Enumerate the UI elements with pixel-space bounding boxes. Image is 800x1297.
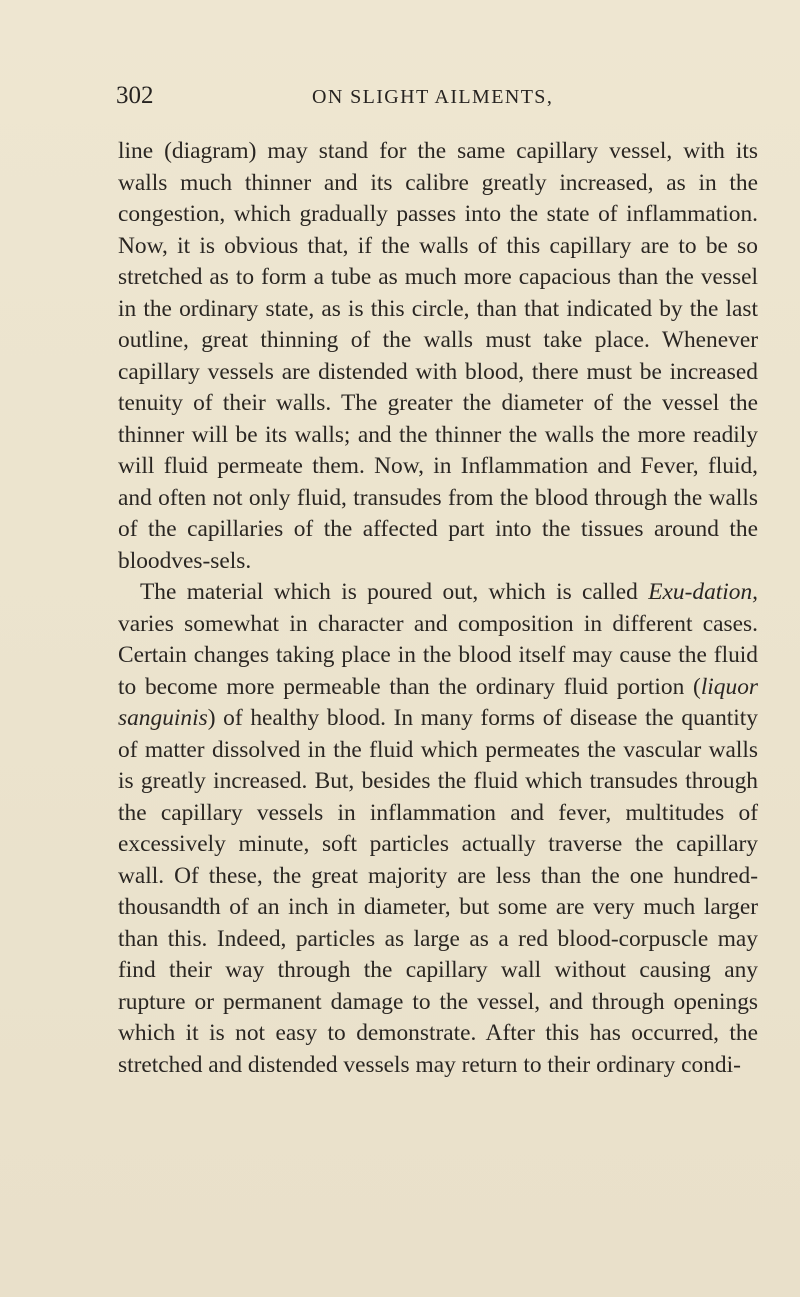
paragraph-2-segment-1: The material which is poured out, which is called	[140, 579, 649, 605]
paragraph-2	[118, 577, 758, 1081]
running-title: ON SLIGHT AILMENTS,	[312, 86, 554, 108]
paragraph-2-segment-3: ) of healthy blood. In many forms of disease the quantity of matter dissolved in the fluid which permeates the vascular walls is greatly increased. But, besides the fluid which transudes through the capillary vessels in inflammation and fever, multitudes of excessively minute, soft particles actually traverse the capillary wall. Of these, the great majority are less than the one hundred-thousandth of an inch in diameter, but some are very much larger than this. Indeed, particles as large as a red blood-corpuscle may find their way through the capillary wall without causing any rupture or permanent damage to the vessel, and through openings which it is not easy to demonstrate. After this has occurred, the stretched and distended vessels may return to their ordinary condi-	[118, 705, 758, 1078]
body-text	[118, 136, 758, 1081]
term-liquor-sanguinis: liquor sanguinis	[118, 673, 758, 731]
page-number: 302	[116, 82, 154, 109]
page-header	[116, 82, 758, 116]
paragraph-1: line (diagram) may stand for the same capillary vessel, with its walls much thinner and its calibre greatly increased, as in the congestion, which gradually passes into the state of inflammation. Now, it is obvious that, if the walls of this capillary are to be so stretched as to form a tube as much more capacious than the vessel in the ordinary state, as is this circle, than that indicated by the last outline, great thinning of the walls must take place. Whenever capillary vessels are distended with blood, there must be increased tenuity of their walls. The greater the diameter of the vessel the thinner will be its walls; and the thinner the walls the more readily will fluid permeate them. Now, in Inflammation and Fever, fluid, and often not only fluid, transudes from the blood through the walls of the capillaries of the affected part into the tissues around the bloodves-sels.	[118, 138, 758, 574]
term-exudation: Exu-dation,	[648, 579, 758, 605]
paragraph-2-segment-2: varies somewhat in character and composition in different cases. Certain changes taking place in the blood itself may cause the fluid to become more permeable than the ordinary fluid portion (	[118, 610, 758, 700]
